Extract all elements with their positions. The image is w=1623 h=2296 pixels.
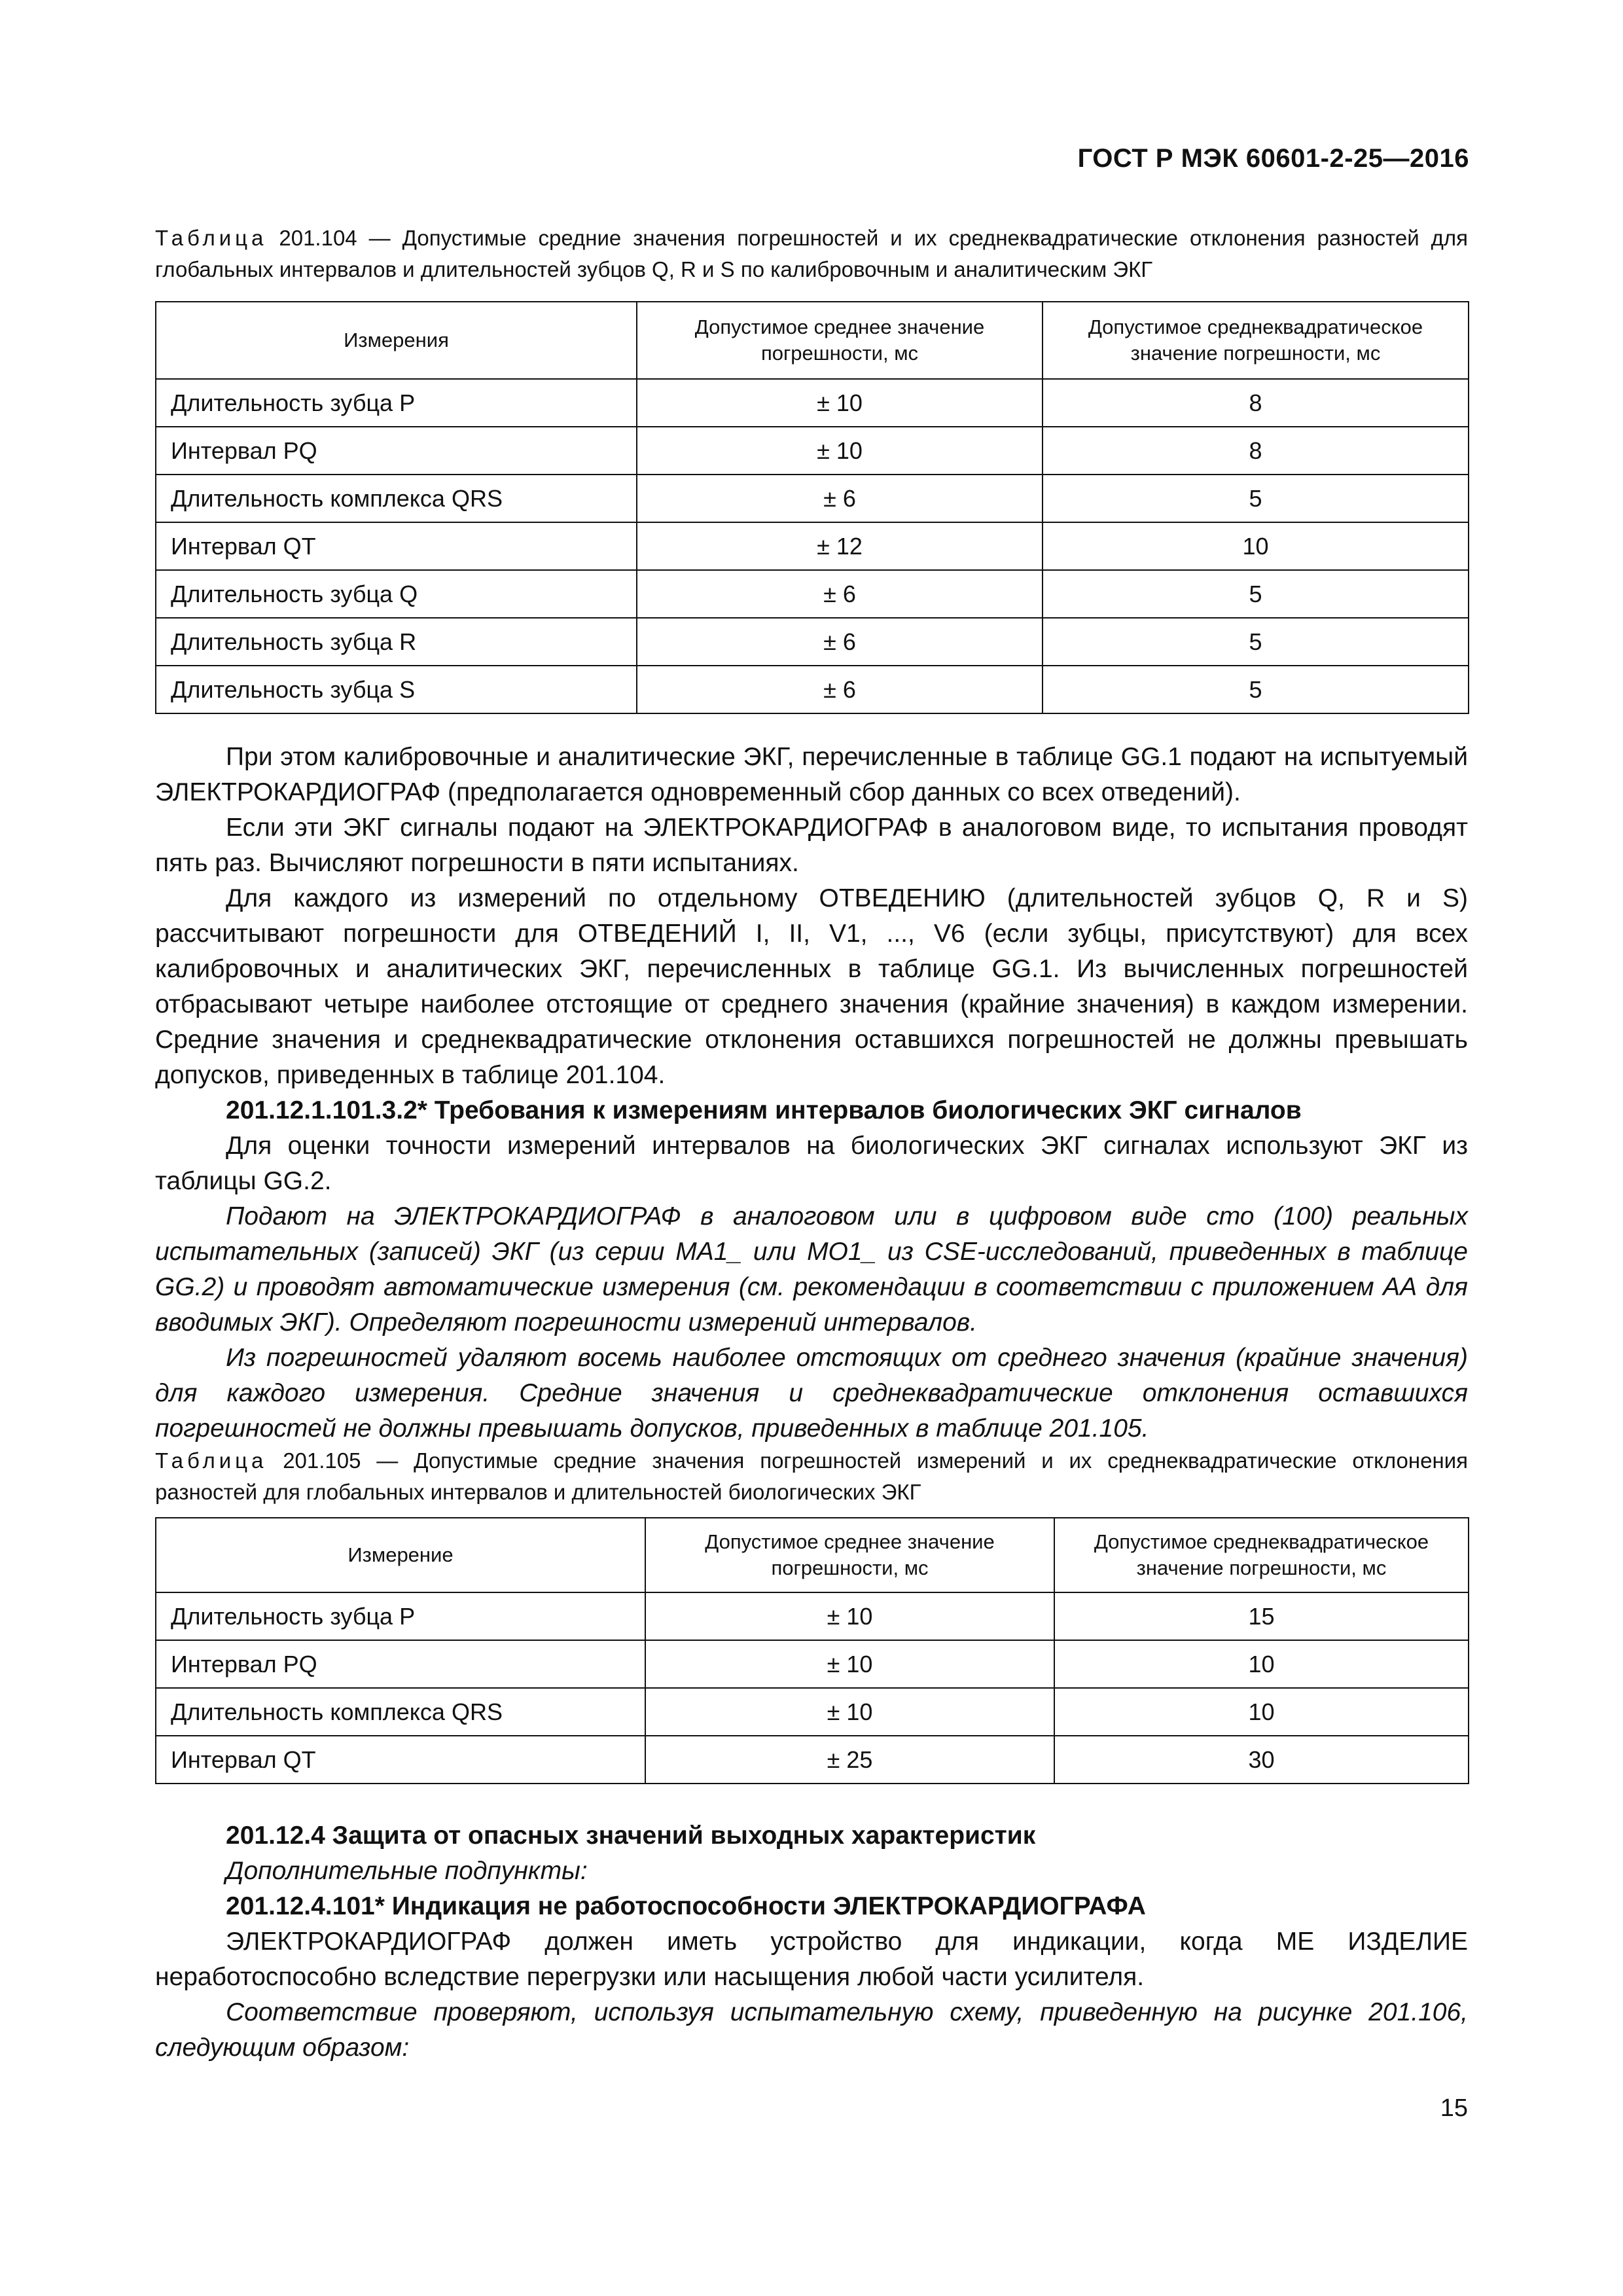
paragraph: Для каждого из измерений по отдельному ОТВЕДЕНИЮ (длительностей зубцов Q, R и S) рассчитывают погрешности для ОТВЕДЕНИЙ I, II, V1, ..., V6 (если зубцы, присутствуют) для всех калибровочных и аналитических ЭКГ, перечисленных в таблице GG.1. Из вычисленных погрешностей отбрасывают четыре наиболее отстоящие от среднего значения (крайние значения) в каждом измерении. Средние значения и среднеквадратические отклонения оставшихся погрешностей не должны превышать допусков, приведенных в таблице 201.104. xyxy=(155,884,1468,1089)
table-cell: Интервал PQ xyxy=(156,1640,645,1688)
table-cell: Длительность зубца R xyxy=(156,618,637,666)
document-header: ГОСТ Р МЭК 60601-2-25—2016 xyxy=(1077,144,1469,173)
paragraph-italic: Из погрешностей удаляют восемь наиболее отстоящих от среднего значения (крайние значения) для каждого измерения. Средние значения и среднеквадратические отклонения оставшихся погрешностей не должны превышать допусков, приведенных в таблице 201.105. xyxy=(155,1344,1468,1443)
section-heading: 201.12.1.101.3.2* Требования к измерениям интервалов биологических ЭКГ сигналов xyxy=(226,1096,1302,1124)
table-row xyxy=(156,427,1469,475)
table-cell: Длительность зубца P xyxy=(156,379,637,427)
paragraph: Для оценки точности измерений интервалов на биологических ЭКГ сигналах используют ЭКГ из таблицы GG.2. xyxy=(155,1132,1468,1195)
table-cell: ± 6 xyxy=(637,666,1043,713)
table-row xyxy=(156,379,1469,427)
table-cell: Длительность зубца Q xyxy=(156,570,637,618)
table-cell: 15 xyxy=(1054,1592,1469,1640)
table-row xyxy=(156,1736,1469,1784)
table-cell: 8 xyxy=(1043,379,1469,427)
table-cell: 5 xyxy=(1043,618,1469,666)
column-header: Допустимое среднеквадратическое значение погрешности, мс xyxy=(1054,1518,1469,1592)
table-label: Таблица xyxy=(155,226,268,250)
column-header: Измерение xyxy=(156,1518,645,1592)
table-row xyxy=(156,1592,1469,1640)
table-cell: ± 25 xyxy=(645,1736,1054,1784)
caption-text: 201.105 — Допустимые средние значения погрешностей измерений и их среднеквадратические отклонения разностей для глобальных интервалов и длительностей биологических ЭКГ xyxy=(155,1448,1468,1504)
table-cell: ± 6 xyxy=(637,475,1043,522)
section-heading: 201.12.4 Защита от опасных значений выходных характеристик xyxy=(226,1821,1036,1850)
table-201-104 xyxy=(155,301,1469,714)
table-cell: ± 10 xyxy=(645,1640,1054,1688)
section-heading: 201.12.4.101* Индикация не работоспособности ЭЛЕКТРОКАРДИОГРАФА xyxy=(226,1892,1146,1920)
table-cell: 5 xyxy=(1043,666,1469,713)
table-105-caption xyxy=(155,1445,1468,1508)
paragraph: Если эти ЭКГ сигналы подают на ЭЛЕКТРОКАРДИОГРАФ в аналоговом виде, то испытания проводят пять раз. Вычисляют погрешности в пяти испытаниях. xyxy=(155,814,1468,877)
table-cell: ± 12 xyxy=(637,522,1043,570)
table-cell: Длительность комплекса QRS xyxy=(156,475,637,522)
column-header: Допустимое среднее значение погрешности, мс xyxy=(637,302,1043,379)
table-cell: 5 xyxy=(1043,570,1469,618)
table-row xyxy=(156,1688,1469,1736)
table-row xyxy=(156,522,1469,570)
table-201-105 xyxy=(155,1517,1469,1784)
table-cell: ± 10 xyxy=(637,379,1043,427)
table-row xyxy=(156,475,1469,522)
table-cell: ± 6 xyxy=(637,570,1043,618)
table-cell: ± 10 xyxy=(637,427,1043,475)
column-header: Измерения xyxy=(156,302,637,379)
table-cell: Длительность зубца P xyxy=(156,1592,645,1640)
caption-text: 201.104 — Допустимые средние значения погрешностей и их среднеквадратические отклонения разностей для глобальных интервалов и длительностей зубцов Q, R и S по калибровочным и аналитическим ЭКГ xyxy=(155,226,1468,281)
column-header: Допустимое среднее значение погрешности, мс xyxy=(645,1518,1054,1592)
table-cell: 5 xyxy=(1043,475,1469,522)
table-cell: 10 xyxy=(1043,522,1469,570)
table-cell: Длительность зубца S xyxy=(156,666,637,713)
paragraph: ЭЛЕКТРОКАРДИОГРАФ должен иметь устройство для индикации, когда МЕ ИЗДЕЛИЕ неработоспособно вследствие перегрузки или насыщения любой части усилителя. xyxy=(155,1928,1468,1991)
table-cell: ± 10 xyxy=(645,1592,1054,1640)
table-104-caption xyxy=(155,223,1468,285)
table-header-row xyxy=(156,302,1469,379)
paragraph-italic: Подают на ЭЛЕКТРОКАРДИОГРАФ в аналоговом или в цифровом виде сто (100) реальных испытательных (записей) ЭКГ (из серии MA1_ или MO1_ из CSE-исследований, приведенных в таблице GG.2) и проводят автоматические измерения (см. рекомендации в соответствии с приложением АА для вводимых ЭКГ). Определяют погрешности измерений интервалов. xyxy=(155,1202,1468,1336)
table-cell: ± 6 xyxy=(637,618,1043,666)
table-cell: Интервал QT xyxy=(156,1736,645,1784)
table-cell: 30 xyxy=(1054,1736,1469,1784)
table-row xyxy=(156,570,1469,618)
paragraph-italic: Соответствие проверяют, используя испытательную схему, приведенную на рисунке 201.106, следующим образом: xyxy=(155,1998,1468,2062)
table-cell: Интервал PQ xyxy=(156,427,637,475)
table-cell: Интервал QT xyxy=(156,522,637,570)
table-cell: ± 10 xyxy=(645,1688,1054,1736)
table-label: Таблица xyxy=(155,1448,268,1473)
table-cell: 8 xyxy=(1043,427,1469,475)
page-number: 15 xyxy=(1440,2094,1468,2122)
column-header: Допустимое среднеквадратическое значение погрешности, мс xyxy=(1043,302,1469,379)
table-cell: 10 xyxy=(1054,1640,1469,1688)
paragraph: При этом калибровочные и аналитические ЭКГ, перечисленные в таблице GG.1 подают на испытуемый ЭЛЕКТРОКАРДИОГРАФ (предполагается одновременный сбор данных со всех отведений). xyxy=(155,743,1468,806)
table-row xyxy=(156,666,1469,713)
table-cell: Длительность комплекса QRS xyxy=(156,1688,645,1736)
subsection-note: Дополнительные подпункты: xyxy=(226,1857,588,1885)
table-header-row xyxy=(156,1518,1469,1592)
table-row xyxy=(156,618,1469,666)
table-cell: 10 xyxy=(1054,1688,1469,1736)
table-row xyxy=(156,1640,1469,1688)
